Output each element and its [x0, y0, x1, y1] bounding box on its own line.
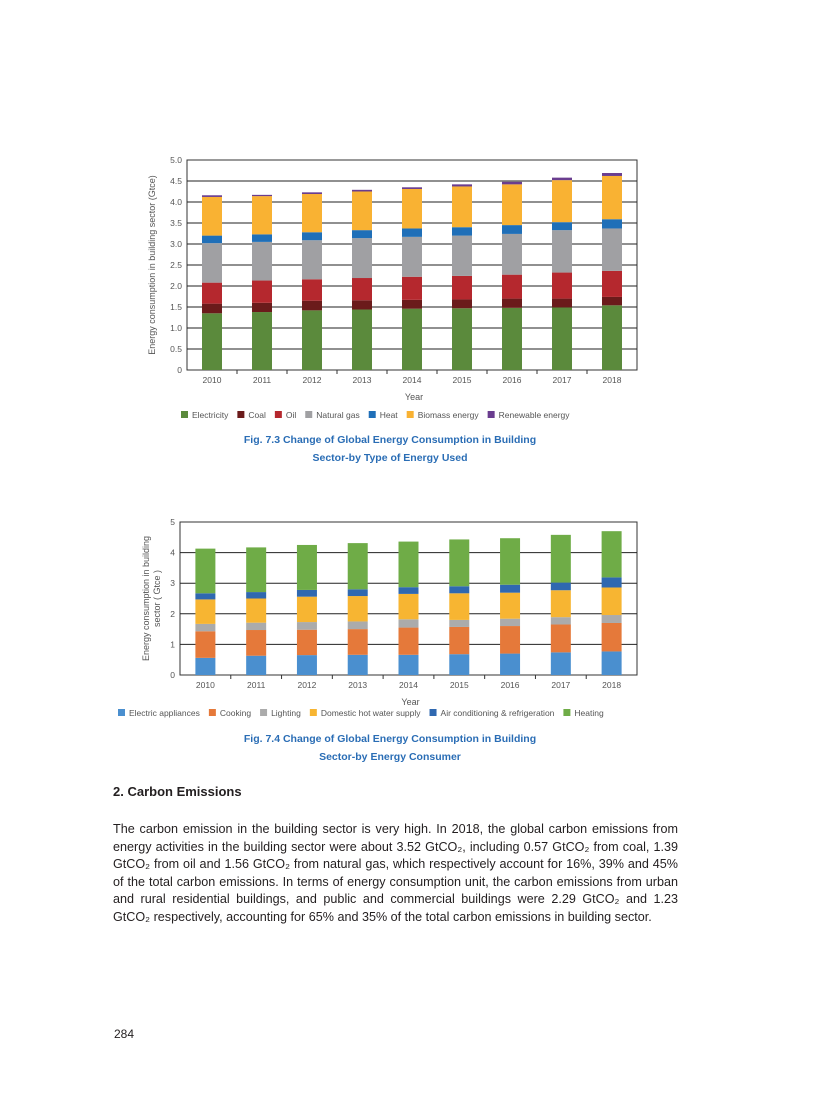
y-tick-label: 4.5 — [170, 176, 182, 186]
legend-label: Heating — [574, 708, 604, 718]
bar-segment-electric-appliances-2011 — [246, 656, 266, 675]
bar-segment-air-conditioning-refrigeration-2017 — [551, 583, 571, 591]
bar-segment-cooking-2010 — [195, 631, 215, 658]
legend-swatch-air-conditioning-refrigeration — [430, 709, 437, 716]
x-tick-label: 2016 — [502, 375, 522, 385]
y-axis-title: Energy consumption in building sector (Gtce) — [147, 175, 157, 355]
bar-segment-cooking-2013 — [348, 629, 368, 655]
bar-segment-electric-appliances-2013 — [348, 655, 368, 675]
caption-line: Fig. 7.3 Change of Global Energy Consumption in Building — [243, 434, 537, 446]
legend-swatch-domestic-hot-water-supply — [310, 709, 317, 716]
x-tick-label: 2013 — [348, 680, 368, 690]
figure-caption-7-4 — [0, 730, 780, 766]
bar-segment-air-conditioning-refrigeration-2015 — [449, 586, 469, 593]
legend-label: Natural gas — [316, 410, 360, 420]
x-tick-label: 2018 — [602, 680, 622, 690]
legend-label: Air conditioning & refrigeration — [440, 708, 555, 718]
y-tick-label: 2.0 — [170, 281, 182, 291]
bar-segment-domestic-hot-water-supply-2016 — [500, 593, 520, 619]
legend-swatch-cooking — [209, 709, 216, 716]
y-tick-label: 4 — [170, 547, 175, 558]
y-tick-label: 2 — [170, 608, 175, 619]
bar-segment-lighting-2017 — [551, 617, 571, 624]
bar-segment-domestic-hot-water-supply-2018 — [602, 587, 622, 615]
y-tick-label: 3.0 — [170, 239, 182, 249]
bar-segment-electric-appliances-2018 — [602, 651, 622, 675]
bar-segment-domestic-hot-water-supply-2010 — [195, 599, 215, 623]
bar-segment-lighting-2018 — [602, 615, 622, 623]
bar-segment-lighting-2015 — [449, 620, 469, 627]
x-axis-title: Year — [404, 392, 424, 402]
legend-label: Electricity — [192, 410, 229, 420]
x-tick-label: 2010 — [202, 375, 222, 385]
bar-segment-electric-appliances-2014 — [399, 655, 419, 675]
body-paragraph: The carbon emission in the building sector is very high. In 2018, the global carbon emissions from energy activities in the building sector were about 3.52 GtCO₂, including 0.57 GtCO₂ from coal, 1.39 GtCO₂ from oil and 1.56 GtCO₂ from natural gas, which respectively account for 16%, 39% and 45% of the total carbon emissions. In terms of energy consumption unit, the carbon emissions from urban and rural residential buildings, and public and commercial buildings were 2.29 GtCO₂ and 1.23 GtCO₂ respectively, accounting for 65% and 35% of the total carbon emissions in building sector. — [113, 822, 678, 924]
bar-segment-heating-2010 — [195, 549, 215, 594]
y-tick-label: 0 — [170, 670, 175, 680]
bar-segment-lighting-2010 — [195, 624, 215, 631]
bar-segment-domestic-hot-water-supply-2012 — [297, 597, 317, 622]
legend-swatch-heating — [563, 709, 570, 716]
y-tick-label: 2.5 — [170, 260, 182, 270]
x-tick-label: 2013 — [352, 375, 372, 385]
y-tick-label: 1.0 — [170, 323, 182, 333]
legend-label: Cooking — [219, 708, 252, 718]
bar-segment-heating-2012 — [297, 545, 317, 590]
y-tick-label: 5 — [170, 517, 175, 527]
x-tick-label: 2015 — [449, 680, 469, 690]
y-tick-label: 5.0 — [170, 155, 182, 165]
x-tick-label: 2016 — [500, 680, 520, 690]
bar-segment-air-conditioning-refrigeration-2018 — [602, 577, 622, 587]
x-tick-label: 2017 — [552, 375, 572, 385]
bar-segment-cooking-2014 — [399, 628, 419, 655]
bar-segment-air-conditioning-refrigeration-2011 — [246, 592, 266, 598]
bar-segment-air-conditioning-refrigeration-2016 — [500, 585, 520, 593]
bar-segment-electric-appliances-2017 — [551, 652, 571, 675]
bar-segment-heating-2017 — [551, 535, 571, 583]
y-tick-label: 0 — [177, 365, 182, 375]
bar-segment-lighting-2013 — [348, 621, 368, 629]
x-tick-label: 2012 — [297, 680, 317, 690]
bar-segment-electric-appliances-2010 — [195, 658, 215, 675]
y-tick-label: 3.5 — [170, 218, 182, 228]
bar-segment-electric-appliances-2015 — [449, 654, 469, 675]
page-number: 284 — [114, 1027, 135, 1041]
y-tick-label: 4.0 — [170, 197, 182, 207]
bar-segment-heating-2014 — [399, 542, 419, 588]
x-tick-label: 2017 — [551, 680, 571, 690]
bar-segment-electric-appliances-2016 — [500, 654, 520, 675]
bar-segment-heating-2013 — [348, 543, 368, 589]
bar-segment-lighting-2014 — [399, 619, 419, 627]
x-tick-label: 2011 — [247, 680, 266, 690]
bar-segment-cooking-2016 — [500, 626, 520, 654]
x-axis-title: Year — [401, 697, 420, 707]
bar-segment-domestic-hot-water-supply-2017 — [551, 590, 571, 617]
caption-line: Sector-by Type of Energy Used — [312, 452, 468, 464]
bar-segment-heating-2011 — [246, 547, 266, 592]
bar-segment-cooking-2012 — [297, 630, 317, 655]
section-heading: 2. Carbon Emissions — [113, 784, 242, 799]
bar-segment-lighting-2016 — [500, 619, 520, 626]
bar-segment-lighting-2011 — [246, 623, 266, 630]
legend-label: Domestic hot water supply — [320, 708, 421, 718]
x-tick-label: 2018 — [602, 375, 622, 385]
y-tick-label: 3 — [170, 578, 175, 589]
bar-segment-heating-2018 — [602, 531, 622, 577]
bar-segment-domestic-hot-water-supply-2015 — [449, 593, 469, 620]
legend-label: Lighting — [271, 708, 301, 718]
bar-segment-air-conditioning-refrigeration-2012 — [297, 590, 317, 597]
y-tick-label: 1 — [170, 639, 175, 650]
legend-swatch-electric-appliances — [118, 709, 125, 716]
legend-label: Oil — [285, 410, 297, 420]
x-tick-label: 2015 — [452, 375, 472, 385]
y-axis-title: sector ( Gtce ) — [152, 569, 162, 628]
y-axis-title: Energy consumption in building — [141, 535, 151, 662]
bar-segment-domestic-hot-water-supply-2014 — [399, 594, 419, 619]
legend-swatch-lighting — [260, 709, 267, 716]
legend-label: Biomass energy — [417, 410, 479, 420]
bar-segment-air-conditioning-refrigeration-2013 — [348, 589, 368, 596]
legend-label: Heat — [379, 410, 398, 420]
legend-label: Electric appliances — [129, 708, 200, 718]
x-tick-label: 2010 — [195, 680, 215, 690]
bar-segment-air-conditioning-refrigeration-2010 — [195, 593, 215, 599]
bar-segment-cooking-2011 — [246, 630, 266, 656]
bar-segment-lighting-2012 — [297, 622, 317, 630]
x-tick-label: 2014 — [402, 375, 422, 385]
bar-segment-cooking-2018 — [602, 623, 622, 651]
bar-segment-air-conditioning-refrigeration-2014 — [399, 587, 419, 594]
x-tick-label: 2014 — [399, 680, 418, 690]
bar-segment-electric-appliances-2012 — [297, 655, 317, 675]
bar-segment-heating-2015 — [449, 539, 469, 586]
legend-label: Coal — [248, 410, 266, 420]
x-tick-label: 2011 — [252, 375, 272, 385]
bar-segment-cooking-2017 — [551, 625, 571, 653]
caption-line: Fig. 7.4 Change of Global Energy Consumption in Building — [243, 733, 537, 745]
y-tick-label: 1.5 — [170, 302, 182, 312]
x-tick-label: 2012 — [302, 375, 322, 385]
bar-segment-domestic-hot-water-supply-2011 — [246, 599, 266, 623]
bar-segment-domestic-hot-water-supply-2013 — [348, 596, 368, 621]
y-tick-label: 0.5 — [170, 344, 182, 354]
legend-label: Renewable energy — [498, 410, 570, 420]
bar-segment-cooking-2015 — [449, 627, 469, 654]
caption-line: Sector-by Energy Consumer — [319, 751, 461, 763]
bar-segment-heating-2016 — [500, 538, 520, 585]
